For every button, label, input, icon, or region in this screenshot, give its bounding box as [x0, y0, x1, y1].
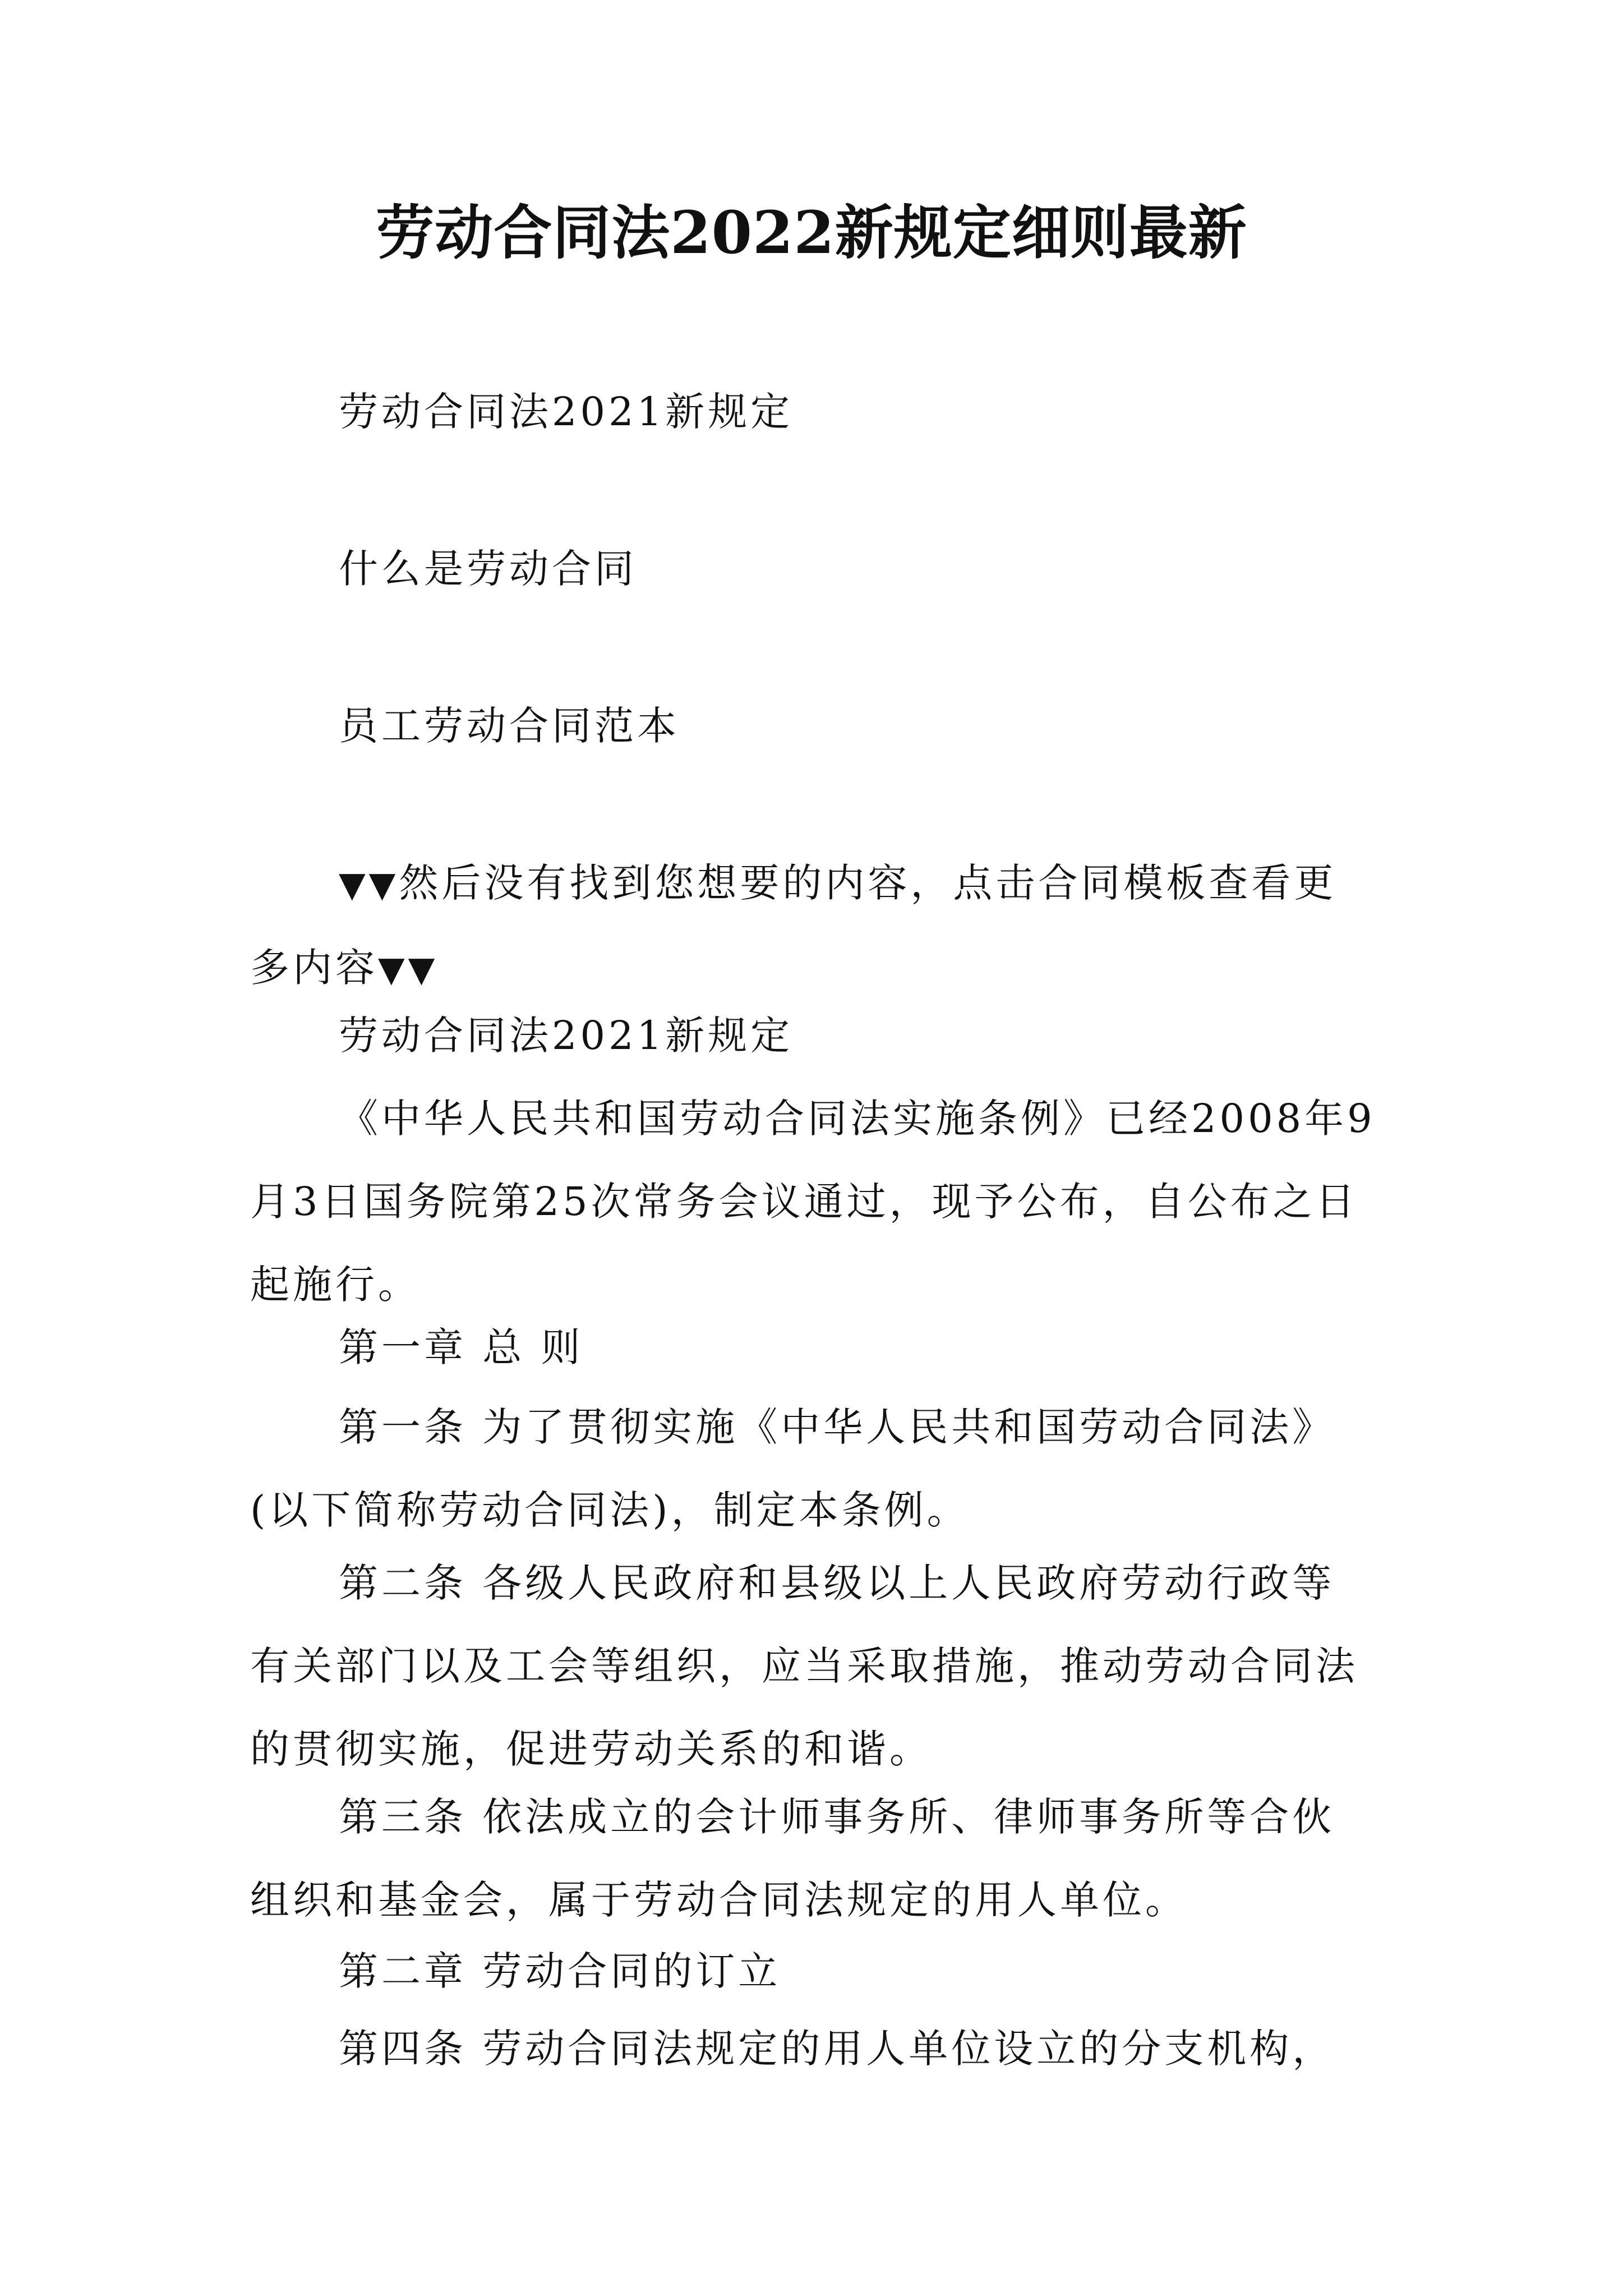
article-paragraph: 第三条 依法成立的会计师事务所、律师事务所等合伙组织和基金会，属于劳动合同法规定的用人单位。	[250, 1794, 1335, 1923]
link-employee-contract-template[interactable]: 员工劳动合同范本	[339, 703, 680, 749]
link-labor-law-2021[interactable]: 劳动合同法2021新规定	[339, 389, 794, 435]
down-triangle-icon: ▼▼	[378, 949, 439, 990]
chapter-heading: 第二章 劳动合同的订立	[339, 1948, 781, 1994]
article-paragraph: 第一条 为了贯彻实施《中华人民共和国劳动合同法》(以下简称劳动合同法)，制定本条例。	[250, 1404, 1335, 1533]
document-title: 劳动合同法2022新规定细则最新	[376, 198, 1247, 267]
body-paragraph: 《中华人民共和国劳动合同法实施条例》已经2008年9月3日国务院第25次常务会议通过，现予公布，自公布之日起施行。	[250, 1096, 1376, 1308]
down-triangle-icon: ▼▼	[339, 864, 399, 905]
article-paragraph: 第二条 各级人民政府和县级以上人民政府劳动行政等有关部门以及工会等组织，应当采取措施，推动劳动合同法的贯彻实施，促进劳动关系的和谐。	[250, 1560, 1358, 1772]
notice-paragraph[interactable]	[250, 841, 1377, 1011]
link-what-is-labor-contract[interactable]: 什么是劳动合同	[339, 546, 637, 592]
chapter-heading: 第一章 总 则	[339, 1324, 584, 1370]
article-paragraph: 第四条 劳动合同法规定的用人单位设立的分支机构，	[339, 2026, 1335, 2072]
body-paragraph: 劳动合同法2021新规定	[339, 1013, 794, 1059]
notice-text: 然后没有找到您想要的内容，点击合同模板查看更多内容	[250, 860, 1337, 991]
